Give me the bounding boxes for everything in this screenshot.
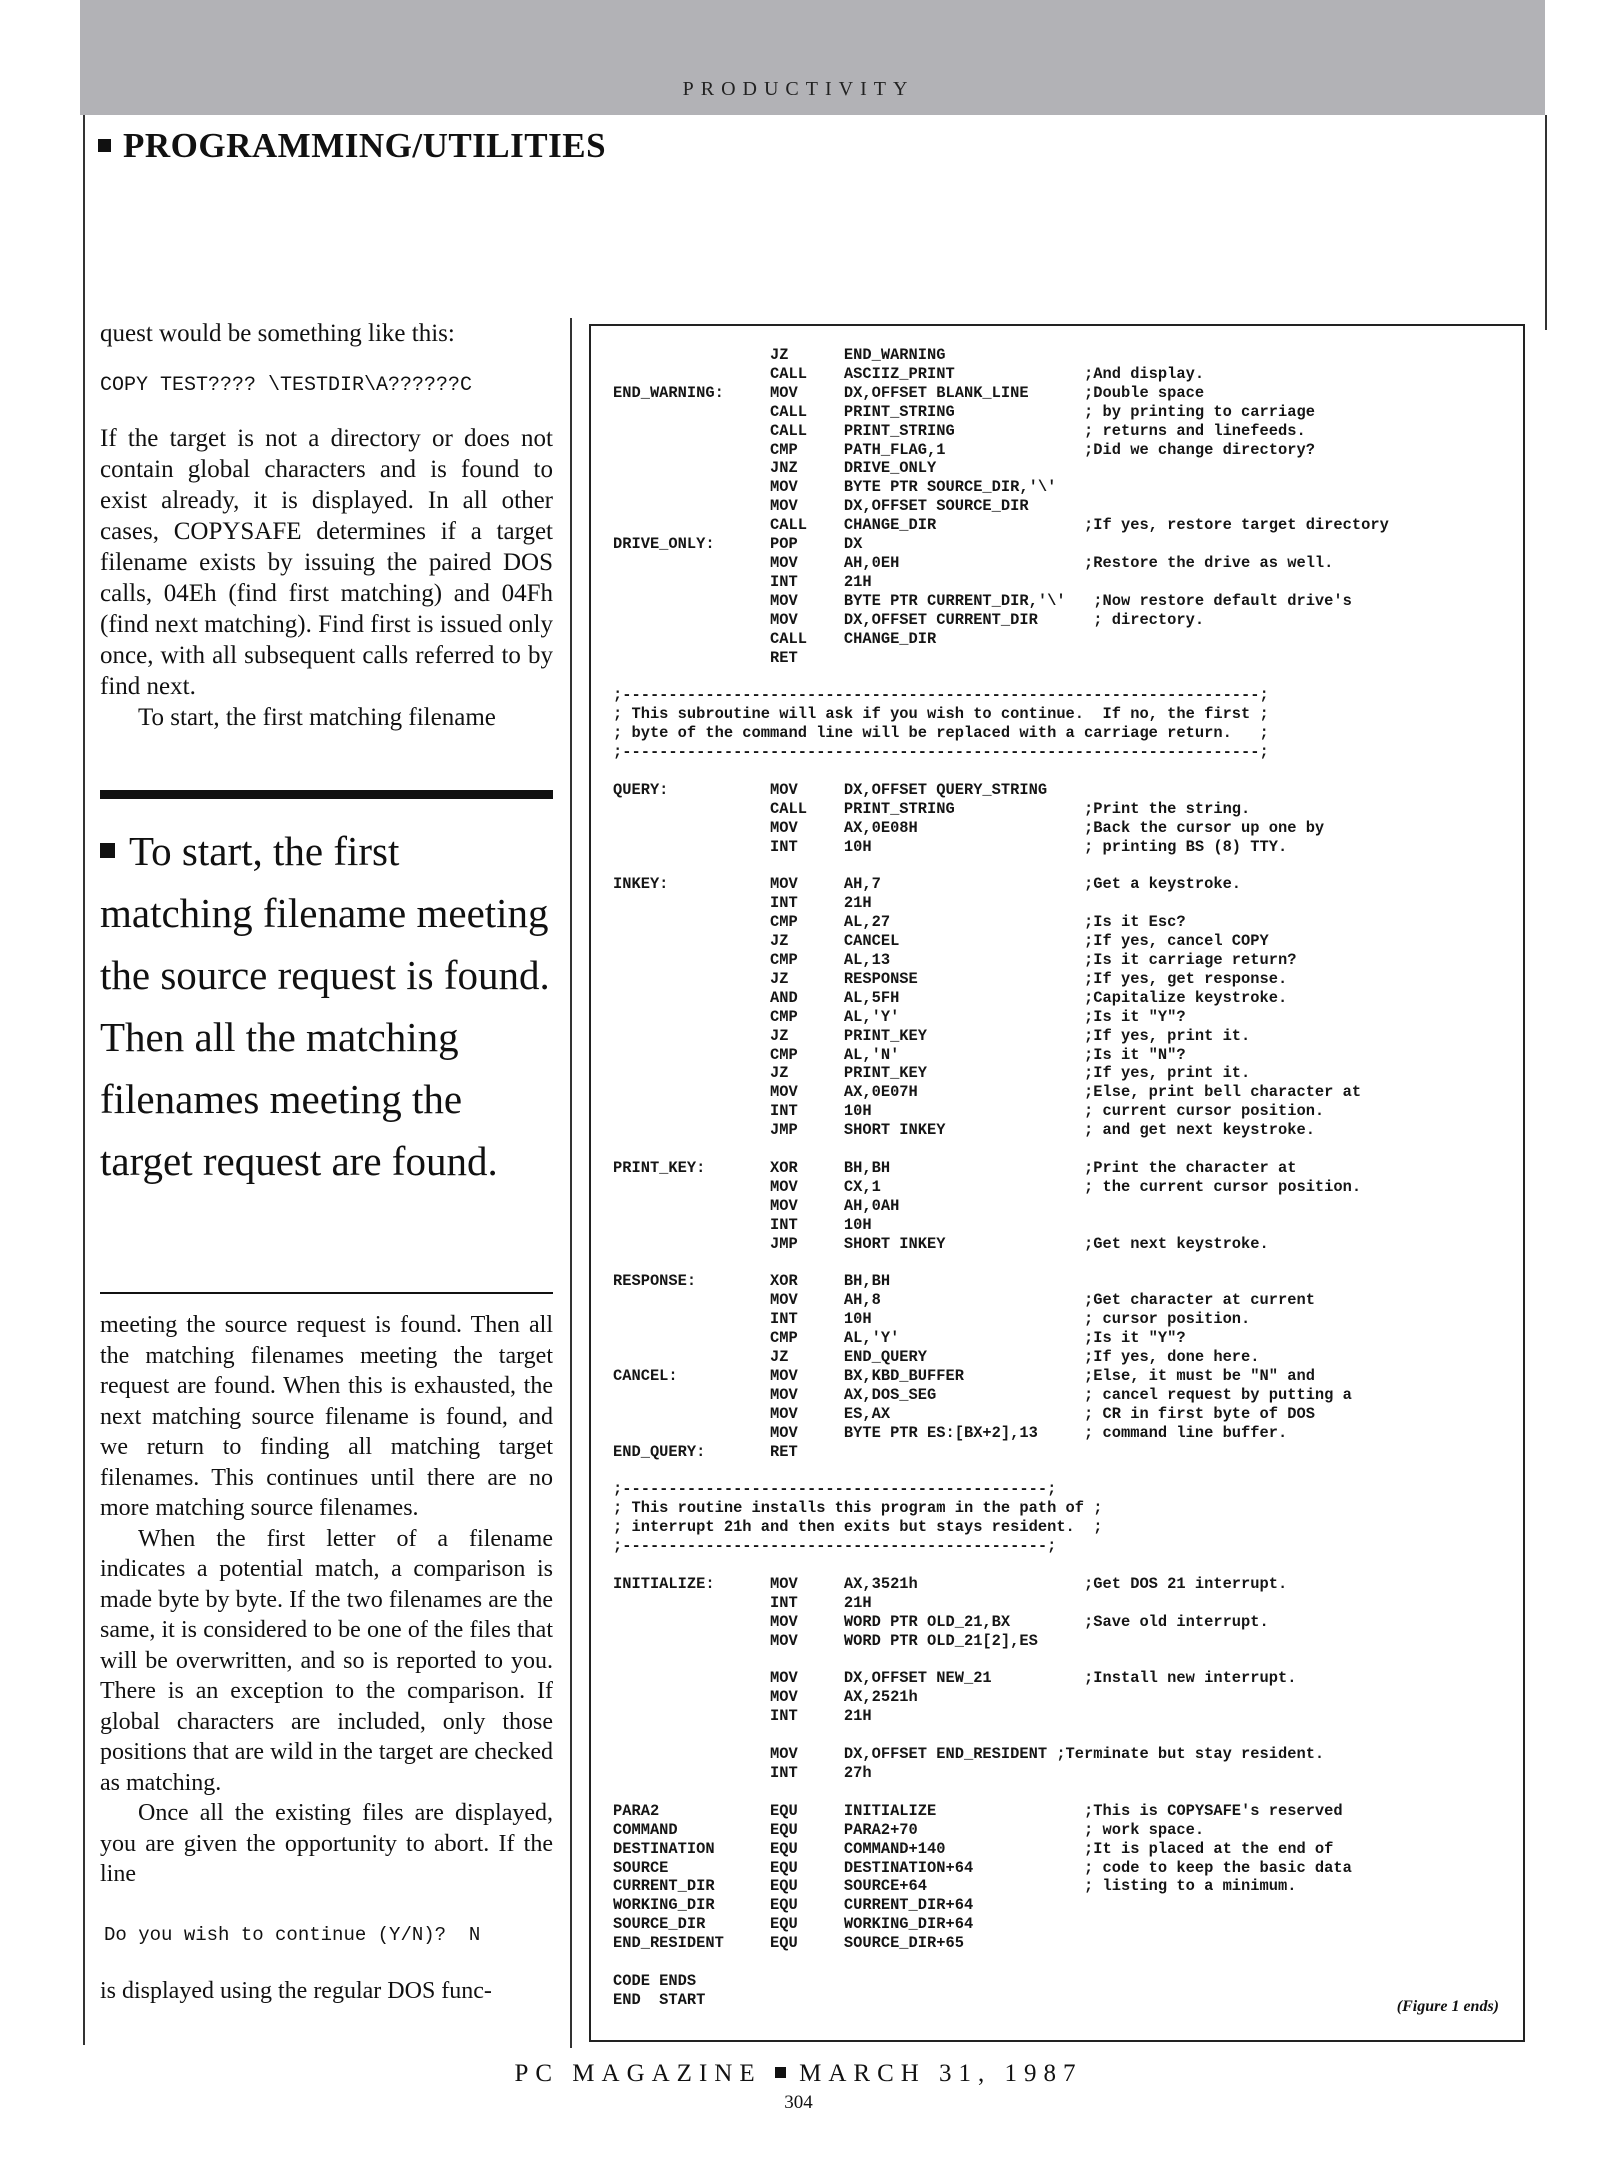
code-example: Do you wish to continue (Y/N)? N — [104, 1923, 481, 1946]
code-example: COPY TEST???? \TESTDIR\A??????C — [100, 374, 473, 397]
left-rule — [83, 115, 85, 2045]
paragraph: To start, the first matching filename — [138, 704, 496, 731]
figure-end-caption: (Figure 1 ends) — [1396, 1998, 1499, 2015]
page-heading — [98, 126, 606, 166]
paragraph: is displayed using the regular DOS func- — [100, 1978, 492, 2004]
pullquote-rule-bottom — [100, 1292, 553, 1294]
footer-bullet-icon — [775, 2067, 786, 2078]
footer-magazine: PC MAGAZINE — [514, 2060, 762, 2087]
pull-quote-text: To start, the first matching filename meeting the source request is found. Then all the matching filenames meeting the target request are found. — [100, 828, 550, 1184]
footer-date: MARCH 31, 1987 — [799, 2060, 1083, 2087]
pull-quote — [100, 820, 560, 1192]
bullet-square-icon — [98, 139, 111, 152]
section-label: PRODUCTIVITY — [682, 78, 915, 100]
left-column-bottom — [100, 1310, 553, 2007]
footer — [0, 2060, 1597, 2088]
right-rule — [1545, 115, 1547, 330]
page-number: 304 — [784, 2092, 813, 2113]
figure-listing-box — [589, 324, 1525, 2042]
code-listing: JZ END_WARNING CALL ASCIIZ_PRINT ;And display. END_WARNING: MOV DX,OFFSET BLANK_LINE ;Double space CALL PRINT_STRING ; by printing to carriage CALL PRINT_STRING ; returns and linefeeds. CMP PATH_FLAG,1 ;Did we change directory? JNZ DRIVE_ONLY MOV BYTE PTR SOURCE_DIR,'\' MOV DX,OFFSET SOURCE_DIR CALL CHANGE_DIR ;If yes, restore target directory DRIVE_ONLY: POP DX MOV AH,0EH ;Restore the drive as well. INT 21H MOV BYTE PTR CURRENT_DIR,'\' ;Now restore default drive's MOV DX,OFFSET CURRENT_DIR ; directory. CALL CHANGE_DIR RET ;---------------------------------------------------------------------; ; This subroutine will ask if you wish to continue. If no, the first ; ; byte of the command line will be replaced with a carriage return. ; ;---------------------------------------------------------------------; QUERY: MOV DX,OFFSET QUERY_STRING CALL PRINT_STRING ;Print the string. MOV AX,0E08H ;Back the cursor up one by INT 10H ; printing BS (8) TTY. INKEY: MOV AH,7 ;Get a keystroke. INT 21H CMP AL,27 ;Is it Esc? JZ CANCEL ;If yes, cancel COPY CMP AL,13 ;Is it carriage return? JZ RESPONSE ;If yes, get response. AND AL,5FH ;Capitalize keystroke. CMP AL,'Y' ;Is it "Y"? JZ PRINT_KEY ;If yes, print it. CMP AL,'N' ;Is it "N"? JZ PRINT_KEY ;If yes, print it. MOV AX,0E07H ;Else, print bell character at INT 10H ; current cursor position. JMP SHORT INKEY ; and get next keystroke. PRINT_KEY: XOR BH,BH ;Print the character at MOV CX,1 ; the current cursor position. MOV AH,0AH INT 10H JMP SHORT INKEY ;Get next keystroke. RESPONSE: XOR BH,BH MOV AH,8 ;Get character at current INT 10H ; cursor position. CMP AL,'Y' ;Is it "Y"? JZ END_QUERY ;If yes, done here. CANCEL: MOV BX,KBD_BUFFER ;Else, it must be "N" and MOV AX,DOS_SEG ; cancel request by putting a MOV ES,AX ; CR in first byte of DOS MOV BYTE PTR ES:[BX+2],13 ; command line buffer. END_QUERY: RET ;----------------------------------------------; ; This routine installs this program in the path of ; ; interrupt 21h and then exits but stays resident. ; ;----------------------------------------------; INITIALIZE: MOV AX,3521h ;Get DOS 21 interrupt. INT 21H MOV WORD PTR OLD_21,BX ;Save old interrupt. MOV WORD PTR OLD_21[2],ES MOV DX,OFFSET NEW_21 ;Install new interrupt. MOV AX,2521h INT 21H MOV DX,OFFSET END_RESIDENT ;Terminate but stay resident. INT 27h PARA2 EQU INITIALIZE ;This is COPYSAFE's reserved COMMAND EQU PARA2+70 ; work space. DESTINATION EQU COMMAND+140 ;It is placed at the end of SOURCE EQU DESTINATION+64 ; code to keep the basic data CURRENT_DIR EQU SOURCE+64 ; listing to a minimum. WORKING_DIR EQU CURRENT_DIR+64 SOURCE_DIR EQU WORKING_DIR+64 END_RESIDENT EQU SOURCE_DIR+65 CODE ENDS END START — [613, 346, 1389, 2009]
heading-text: PROGRAMMING/UTILITIES — [123, 126, 607, 165]
paragraph: When the first letter of a filename indicates a potential match, a comparison is made byte by byte. If the two filenames are the same, it is considered to be one of the files that will be overwritten, and so is reported to you. There is an exception to the comparison. If global characters are included, only those positions that are wild in the target are checked as matching. — [100, 1525, 553, 1796]
paragraph: quest would be something like this: — [100, 320, 455, 347]
bullet-square-icon — [100, 843, 115, 858]
column-rule — [570, 318, 572, 2048]
paragraph: Once all the existing files are displayed, you are given the opportunity to abort. If the line — [100, 1800, 553, 1887]
left-column-top — [100, 318, 553, 733]
paragraph: If the target is not a directory or does not contain global characters and is found to exist already, it is displayed. In all other cases, COPYSAFE determines if a target filename exists by issuing the paired DOS calls, 04Eh (find first matching) and 04Fh (find next matching). Find first is issued only once, with all subsequent calls referred to by find next. — [100, 425, 553, 700]
pullquote-rule-top — [100, 790, 553, 799]
paragraph: meeting the source request is found. Then all the matching filenames meeting the target request are found. When this is exhausted, the next matching source filename is found, and we return to finding all matching target filenames. This continues until there are no more matching source filenames. — [100, 1312, 553, 1521]
